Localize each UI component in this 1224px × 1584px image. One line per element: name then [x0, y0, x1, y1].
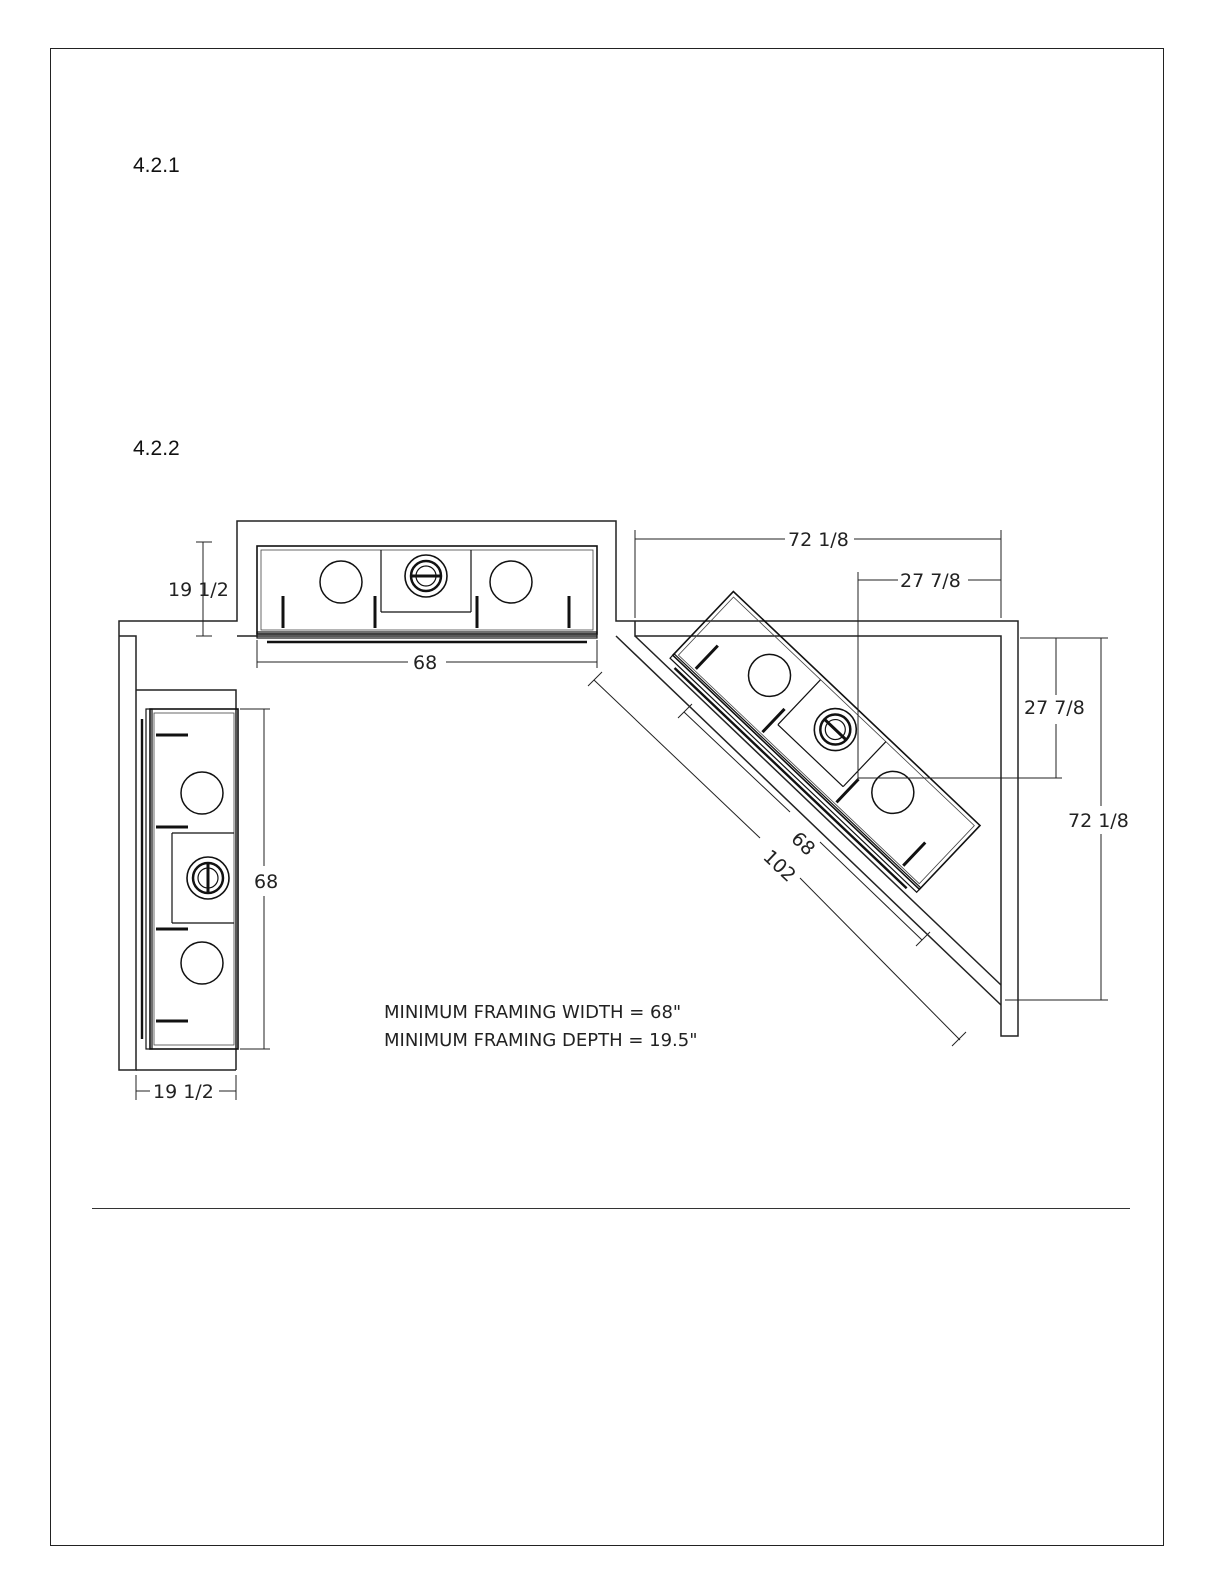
dim-corner-offset-y: 72 1/8 [1068, 810, 1129, 832]
dim-top-unit-depth: 19 1/2 [168, 579, 229, 601]
section-number-4-2-2: 4.2.2 [133, 437, 180, 460]
section-number-4-2-1: 4.2.1 [133, 154, 180, 177]
note-min-framing-depth: MINIMUM FRAMING DEPTH = 19.5" [384, 1030, 698, 1051]
dim-corner-flue-x: 27 7/8 [900, 570, 961, 592]
dim-diag-unit-width: 68 [786, 827, 820, 861]
dim-top-unit-width: 68 [413, 652, 438, 674]
left-fireplace-unit [142, 709, 238, 1049]
note-min-framing-width: MINIMUM FRAMING WIDTH = 68" [384, 1002, 682, 1023]
dim-corner-flue-y: 27 7/8 [1024, 697, 1085, 719]
dim-corner-offset-x: 72 1/8 [788, 529, 849, 551]
horizontal-rule [92, 1208, 1130, 1209]
diagonal-fireplace-unit [667, 591, 980, 895]
dim-diag-framing: 102 [758, 845, 801, 887]
dim-left-unit-width: 68 [254, 871, 279, 893]
framing-notes [384, 1002, 698, 1051]
top-fireplace-unit [257, 546, 597, 642]
dim-left-unit-depth: 19 1/2 [153, 1081, 214, 1103]
